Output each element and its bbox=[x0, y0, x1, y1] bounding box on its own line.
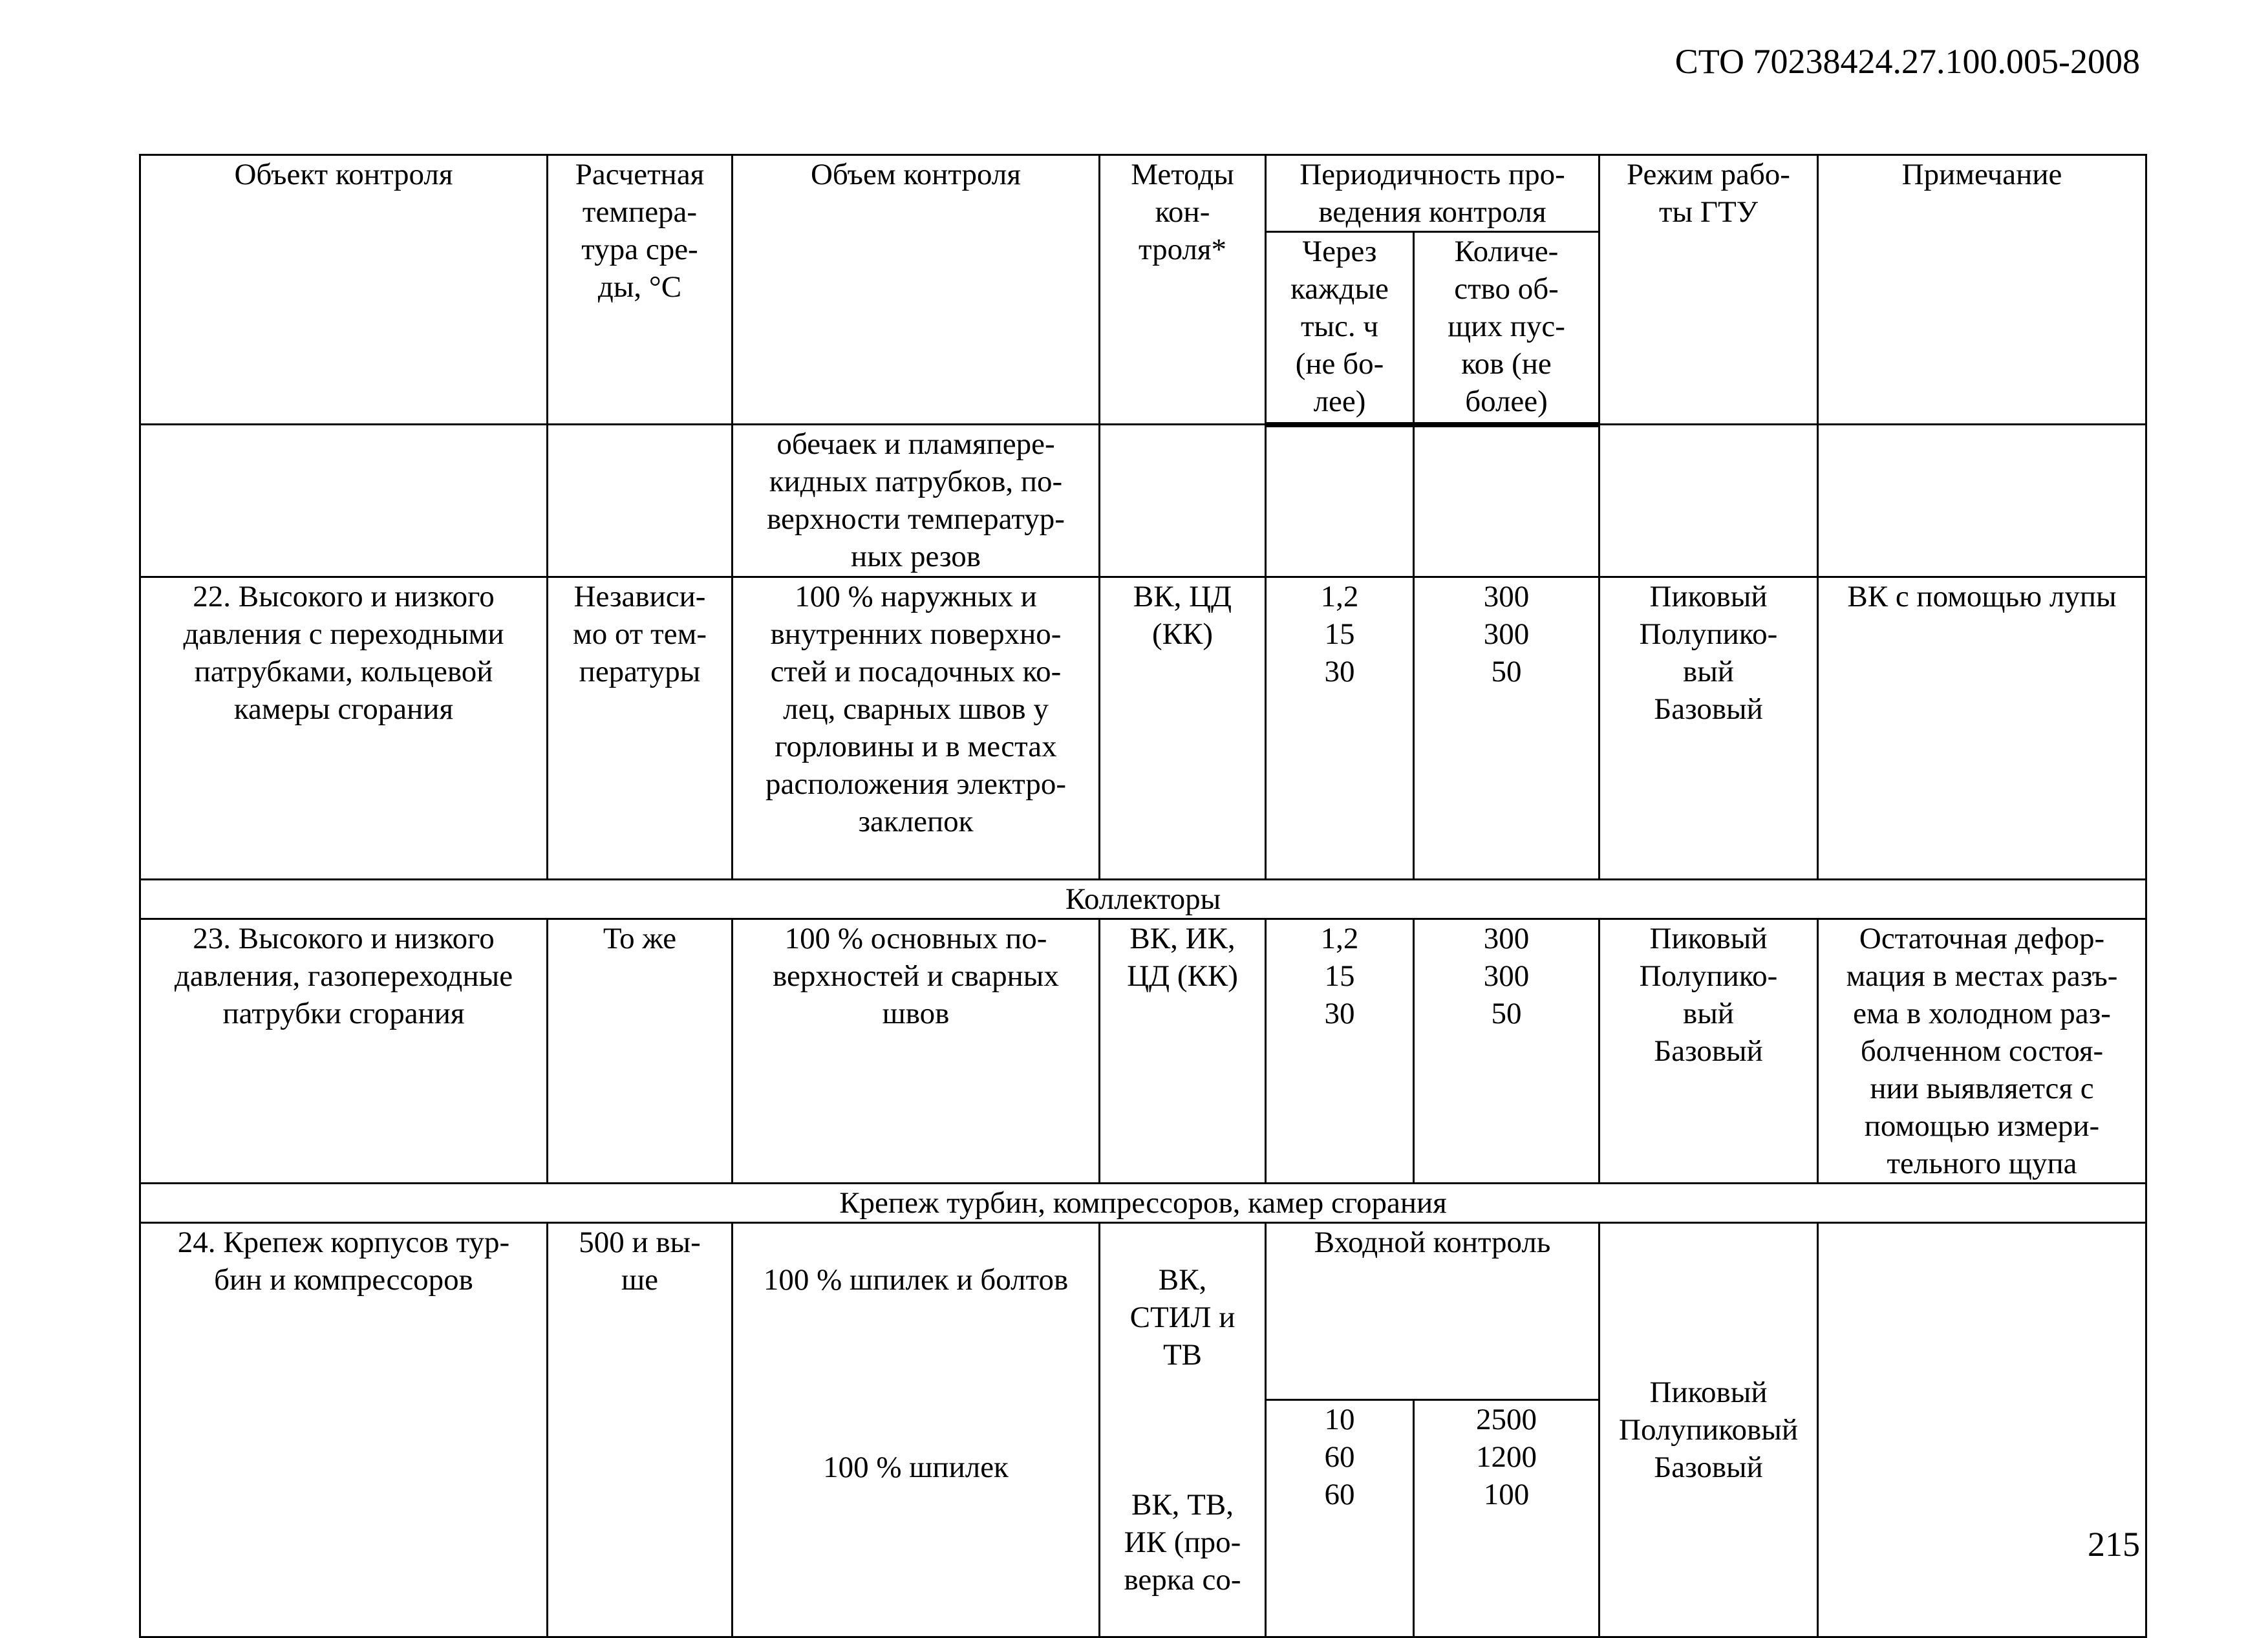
row24-incoming-control: Входной контроль bbox=[1266, 1223, 1599, 1400]
header-note: Примечание bbox=[1818, 155, 2146, 425]
continuation-volume: обечаек и пламяпере- кидных патрубков, по- верхности температур- ных резов bbox=[733, 425, 1100, 577]
header-volume: Объем контроля bbox=[733, 155, 1100, 425]
table-cell bbox=[1100, 425, 1266, 577]
control-table bbox=[139, 154, 2147, 1638]
header-periodicity: Периодичность про- ведения контроля bbox=[1266, 155, 1599, 232]
row23-every: 1,2 15 30 bbox=[1266, 919, 1414, 1184]
row22-volume: 100 % наружных и внутренних поверхно- стей и посадочных ко- лец, сварных швов у горловины и в местах расположения электро- заклепок bbox=[733, 577, 1100, 880]
section-heading-collectors: Коллекторы bbox=[140, 880, 2146, 919]
row22-temperature: Независи- мо от тем- пературы bbox=[548, 577, 733, 880]
header-object: Объект контроля bbox=[140, 155, 548, 425]
table-cell bbox=[140, 425, 548, 577]
row22-methods: ВК, ЦД (КК) bbox=[1100, 577, 1266, 880]
row22-every: 1,2 15 30 bbox=[1266, 577, 1414, 880]
row24-every: 10 60 60 bbox=[1266, 1400, 1414, 1637]
table-cell bbox=[1599, 425, 1818, 577]
section-heading-fasteners: Крепеж турбин, компрессоров, камер сгорания bbox=[140, 1184, 2146, 1223]
header-starts-count: Количе- ство об- щих пус- ков (не более) bbox=[1414, 232, 1599, 425]
row24-volume bbox=[733, 1223, 1100, 1637]
row24-starts: 2500 1200 100 bbox=[1414, 1400, 1599, 1637]
page-number: 215 bbox=[2088, 1525, 2140, 1564]
header-every-thousand-hours: Через каждые тыс. ч (не бо- лее) bbox=[1266, 232, 1414, 425]
header-methods: Методы кон- троля* bbox=[1100, 155, 1266, 425]
row24-volume-a: 100 % шпилек и болтов bbox=[763, 1263, 1069, 1297]
row24-volume-b: 100 % шпилек bbox=[823, 1451, 1009, 1484]
row22-note: ВК с помощью лупы bbox=[1818, 577, 2146, 880]
row23-object: 23. Высокого и низкого давления, газопереходные патрубки сгорания bbox=[140, 919, 548, 1184]
row24-object: 24. Крепеж корпусов тур- бин и компрессоров bbox=[140, 1223, 548, 1637]
row23-starts: 300 300 50 bbox=[1414, 919, 1599, 1184]
table-cell bbox=[1414, 425, 1599, 577]
row24-mode: Пиковый Полупиковый Базовый bbox=[1599, 1223, 1818, 1637]
row23-temperature: То же bbox=[548, 919, 733, 1184]
row23-methods: ВК, ИК, ЦД (КК) bbox=[1100, 919, 1266, 1184]
row22-mode: Пиковый Полупико- вый Базовый bbox=[1599, 577, 1818, 880]
row23-mode: Пиковый Полупико- вый Базовый bbox=[1599, 919, 1818, 1184]
document-code: СТО 70238424.27.100.005-2008 bbox=[1674, 42, 2140, 81]
table-row bbox=[140, 577, 2146, 880]
row24-temperature: 500 и вы- ше bbox=[548, 1223, 733, 1637]
row22-object: 22. Высокого и низкого давления с переходными патрубками, кольцевой камеры сгорания bbox=[140, 577, 548, 880]
header-temperature: Расчетная темпера- тура сре- ды, °С bbox=[548, 155, 733, 425]
table-row bbox=[140, 1223, 2146, 1400]
table-cell bbox=[1266, 425, 1414, 577]
row22-starts: 300 300 50 bbox=[1414, 577, 1599, 880]
row24-methods-a: ВК, СТИЛ и ТВ bbox=[1129, 1263, 1236, 1372]
row24-note bbox=[1818, 1223, 2146, 1637]
table-row bbox=[140, 919, 2146, 1184]
table-cell bbox=[1818, 425, 2146, 577]
row23-note: Остаточная дефор- мация в местах разъ- ема в холодном раз- болченном состоя- нии выявляется с помощью измери- тельного щупа bbox=[1818, 919, 2146, 1184]
row24-methods bbox=[1100, 1223, 1266, 1637]
table-cell bbox=[548, 425, 733, 577]
row24-methods-b: ВК, ТВ, ИК (про- верка со- bbox=[1124, 1488, 1241, 1597]
header-mode: Режим рабо- ты ГТУ bbox=[1599, 155, 1818, 425]
row23-volume: 100 % основных по- верхностей и сварных швов bbox=[733, 919, 1100, 1184]
